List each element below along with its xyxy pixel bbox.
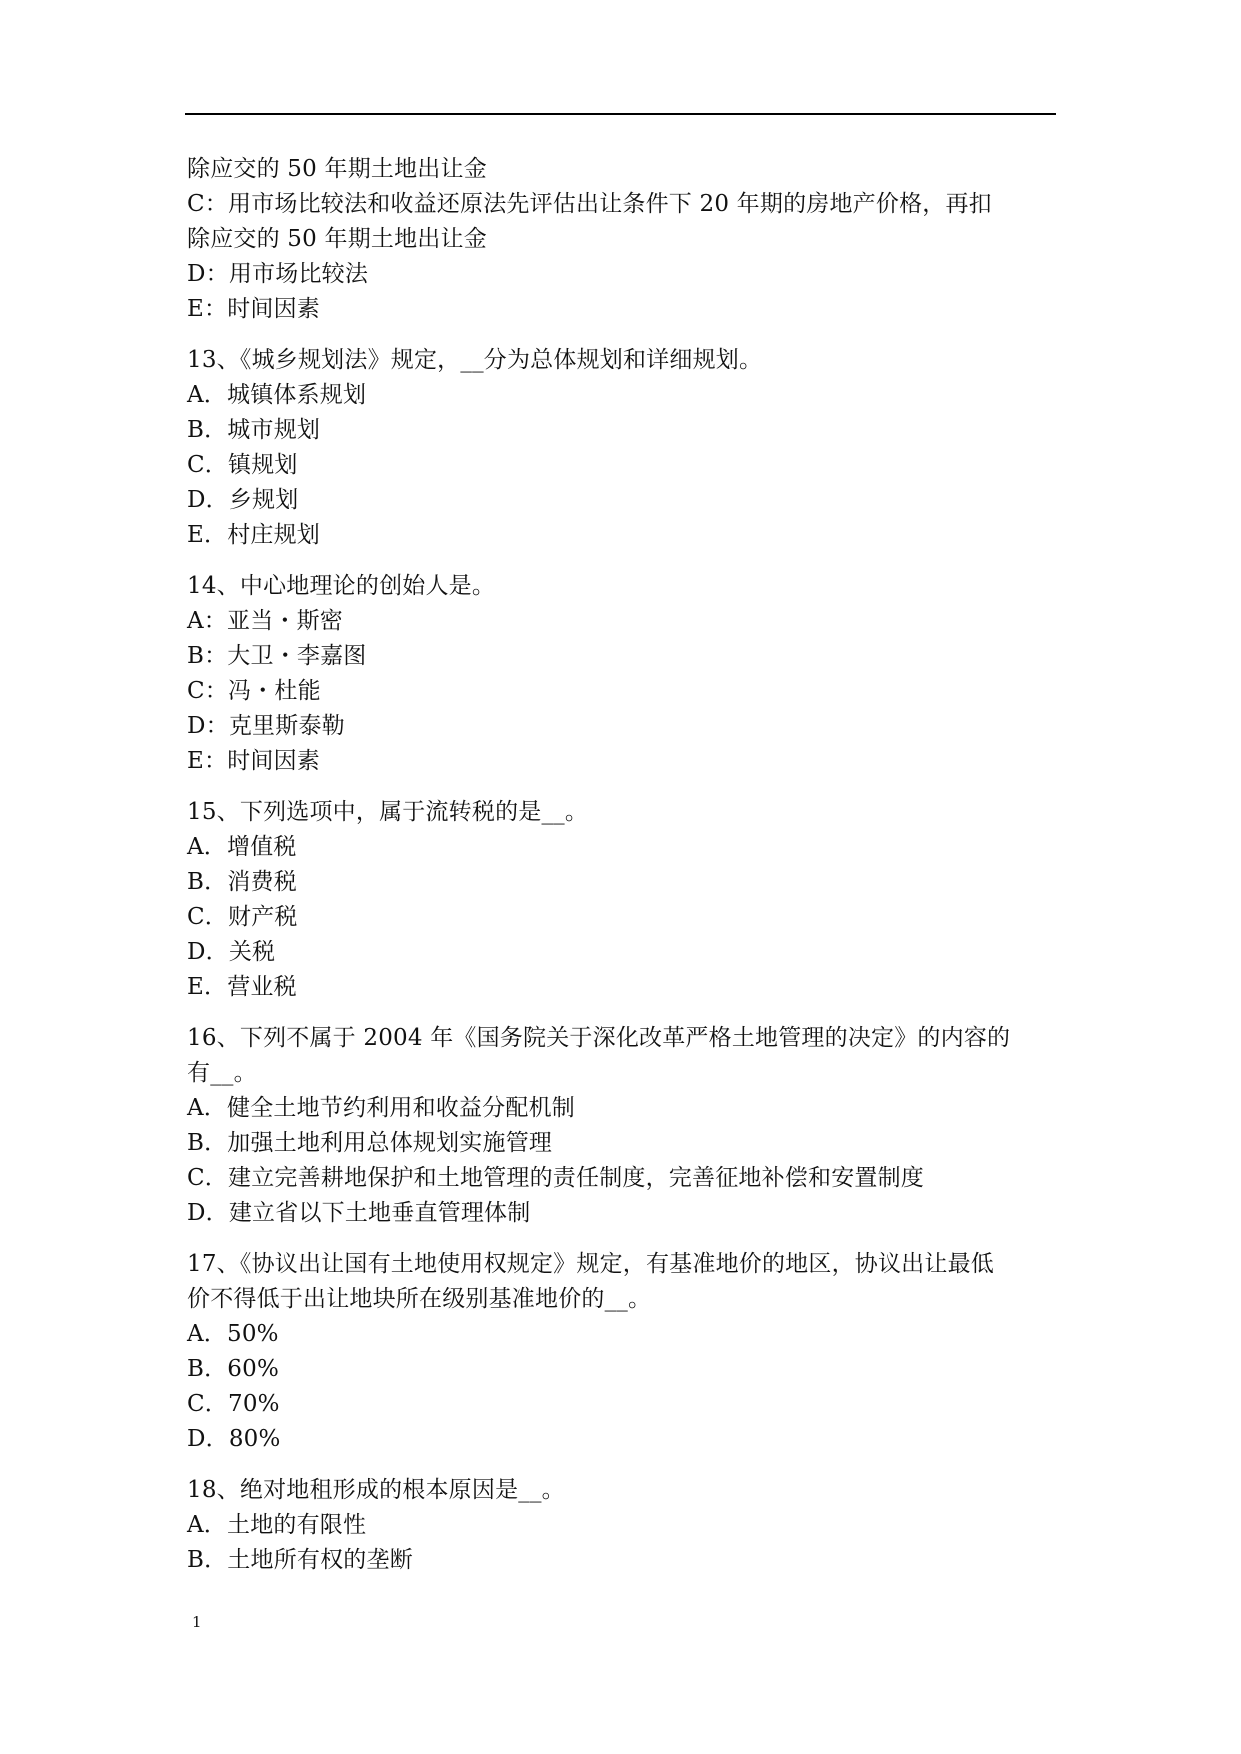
option-e: E．村庄规划 [187, 522, 320, 548]
question-title-continued: 有__。 [187, 1060, 257, 1086]
option-b: B．60% [187, 1356, 280, 1382]
option-b: B．城市规划 [187, 417, 321, 443]
option-a: A．健全土地节约利用和收益分配机制 [187, 1095, 576, 1121]
question-title: 15、下列选项中，属于流转税的是__。 [187, 799, 589, 825]
option-b: B．消费税 [187, 869, 297, 895]
question-title: 14、中心地理论的创始人是。 [187, 573, 496, 599]
text-line: 除应交的 50 年期土地出让金 [187, 156, 487, 182]
question-16 [187, 1021, 1057, 1231]
question-13 [187, 343, 1057, 553]
question-17 [187, 1247, 1057, 1457]
option-a: A．50% [187, 1321, 279, 1347]
header-rule [185, 113, 1056, 115]
option-c: C．70% [187, 1391, 280, 1417]
question-title: 18、绝对地租形成的根本原因是__。 [187, 1477, 565, 1503]
option-e: E．营业税 [187, 974, 297, 1000]
question-14 [187, 569, 1057, 779]
option-d: D：用市场比较法 [187, 261, 369, 287]
option-d: D．建立省以下土地垂直管理体制 [187, 1200, 531, 1226]
question-title: 17、《协议出让国有土地使用权规定》规定，有基准地价的地区，协议出让最低 [187, 1251, 994, 1277]
option-c: C．建立完善耕地保护和土地管理的责任制度，完善征地补偿和安置制度 [187, 1165, 924, 1191]
document-body [187, 152, 1057, 1578]
option-a: A．增值税 [187, 834, 297, 860]
question-title: 16、下列不属于 2004 年《国务院关于深化改革严格土地管理的决定》的内容的 [187, 1025, 1011, 1051]
option-b: B．加强土地利用总体规划实施管理 [187, 1130, 553, 1156]
option-a: A．土地的有限性 [187, 1512, 367, 1538]
continuation-block [187, 152, 1057, 327]
text-line: 除应交的 50 年期土地出让金 [187, 226, 487, 252]
option-d: D．乡规划 [187, 487, 299, 513]
option-e: E：时间因素 [187, 296, 320, 322]
option-e: E：时间因素 [187, 748, 320, 774]
question-15 [187, 795, 1057, 1005]
question-18 [187, 1473, 1057, 1578]
option-a: A：亚当・斯密 [187, 608, 344, 634]
option-d: D．80% [187, 1426, 281, 1452]
option-b: B：大卫・李嘉图 [187, 643, 367, 669]
option-d: D．关税 [187, 939, 276, 965]
question-title-continued: 价不得低于出让地块所在级别基准地价的__。 [187, 1286, 652, 1312]
option-c: C．镇规划 [187, 452, 298, 478]
option-c: C：冯・杜能 [187, 678, 321, 704]
question-title: 13、《城乡规划法》规定，__分为总体规划和详细规划。 [187, 347, 763, 373]
option-c: C：用市场比较法和收益还原法先评估出让条件下 20 年期的房地产价格，再扣 [187, 191, 992, 217]
page-number: 1 [192, 1613, 202, 1631]
option-d: D：克里斯泰勒 [187, 713, 345, 739]
option-a: A．城镇体系规划 [187, 382, 367, 408]
option-b: B．土地所有权的垄断 [187, 1547, 413, 1573]
option-c: C．财产税 [187, 904, 298, 930]
